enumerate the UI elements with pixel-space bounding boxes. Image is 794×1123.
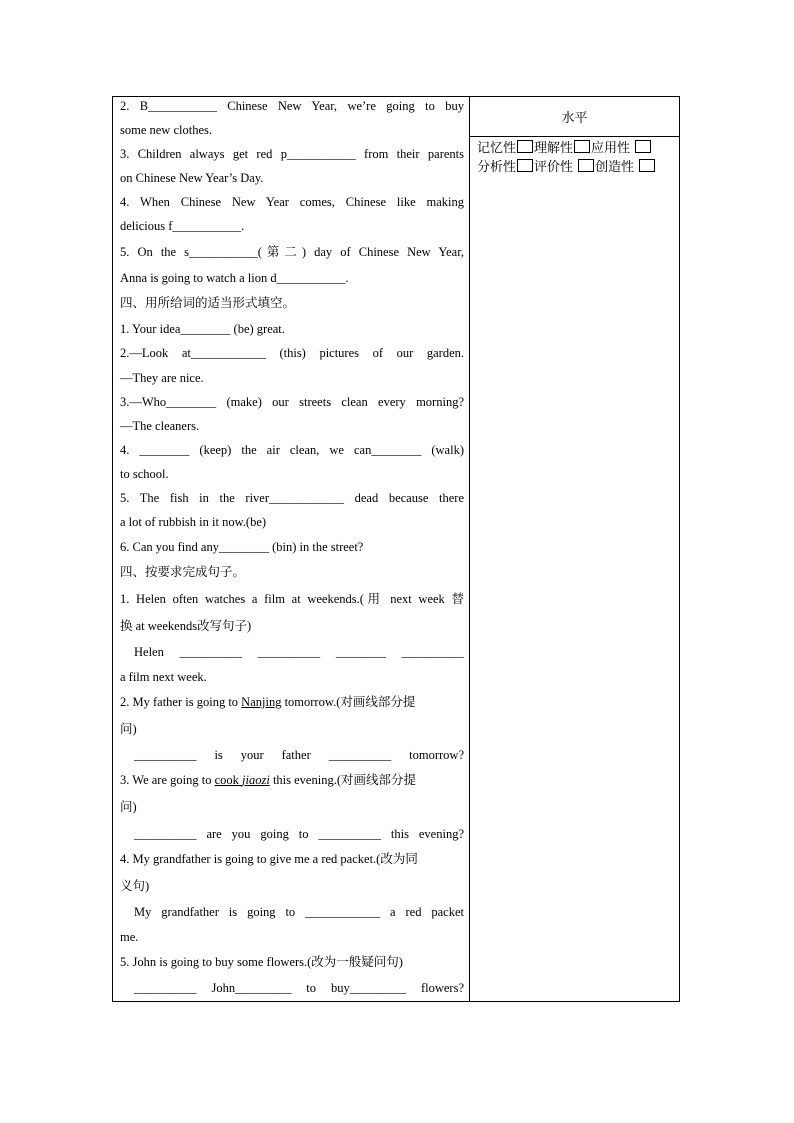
label-understanding: 理解性	[534, 141, 574, 156]
exercise-line: 6. Can you find any________ (bin) in the street?	[120, 540, 364, 554]
exercise-line: to school.	[120, 467, 169, 481]
checkbox-analysis[interactable]	[517, 159, 533, 172]
exercise-line: 5. The fish in the river____________ dead because there	[120, 491, 464, 505]
section-heading: 四、用所给词的适当形式填空。	[120, 295, 296, 310]
exercise-line: 3. Children always get red p___________ from their parents	[120, 147, 464, 161]
exercise-line: 换 at weekends改写句子)	[120, 619, 252, 633]
exercise-line: a lot of rubbish in it now.(be)	[120, 515, 267, 529]
column-divider	[469, 97, 470, 1001]
section-heading: 四、按要求完成句子。	[120, 564, 246, 579]
exercise-line: 5. John is going to buy some flowers.(改为一般疑问句)	[120, 955, 403, 969]
answer-line: My grandfather is going to ____________ a red packet	[134, 905, 464, 919]
cognitive-level-checklist	[477, 139, 677, 177]
exercise-line: —They are nice.	[120, 371, 204, 385]
exercise-line: 5. On the s___________(第二) day of Chinese New Year,	[120, 245, 464, 259]
label-evaluation: 评价性	[534, 160, 574, 175]
underlined-word: jiaozi	[242, 773, 270, 787]
checkbox-understanding[interactable]	[574, 140, 590, 153]
exercise-line: Anna is going to watch a lion d___________.	[120, 271, 349, 285]
label-creation: 创造性	[595, 160, 635, 175]
exercise-line: 义句)	[120, 879, 150, 893]
checklist-row-1	[477, 139, 677, 158]
answer-line: Helen __________ __________ ________ __________	[134, 645, 464, 659]
exercise-line: 2. B___________ Chinese New Year, we’re going to buy	[120, 99, 464, 113]
exercise-line: 3.—Who________ (make) our streets clean every morning?	[120, 395, 464, 409]
underlined-word: Nanjing	[241, 695, 282, 709]
checkbox-memory[interactable]	[517, 140, 533, 153]
exercise-line: 4. ________ (keep) the air clean, we can________ (walk)	[120, 443, 464, 457]
exercise-line: 2.—Look at____________ (this) pictures of our garden.	[120, 346, 464, 360]
exercise-line: 1. Helen often watches a film at weekends.(用 next week 替	[120, 592, 464, 606]
text-segment: 3. We are going to	[120, 773, 215, 787]
exercise-line: —The cleaners.	[120, 419, 200, 433]
answer-line: __________ are you going to __________ this evening?	[134, 827, 464, 841]
checkbox-evaluation[interactable]	[578, 159, 594, 172]
level-header: 水平	[470, 97, 679, 137]
answer-line: __________ John_________ to buy_________ flowers?	[134, 981, 464, 995]
exercise-line: on Chinese New Year’s Day.	[120, 171, 264, 185]
exercise-line: delicious f___________.	[120, 219, 245, 233]
exercise-line: me.	[120, 930, 139, 944]
text-segment: this evening.(对画线部分提	[269, 773, 416, 787]
exercise-line: 4. My grandfather is going to give me a red packet.(改为同	[120, 852, 418, 866]
text-segment: 2. My father is going to	[120, 695, 242, 709]
label-application: 应用性	[591, 141, 631, 156]
underlined-word: cook	[214, 773, 243, 787]
label-memory: 记忆性	[477, 141, 517, 156]
exercise-line	[120, 694, 464, 710]
answer-line: __________ is your father __________ tomorrow?	[134, 748, 464, 762]
label-analysis: 分析性	[477, 160, 517, 175]
exercise-line: some new clothes.	[120, 123, 212, 137]
exercise-line: 问)	[120, 800, 137, 814]
checkbox-creation[interactable]	[639, 159, 655, 172]
exercise-line: a film next week.	[120, 670, 207, 684]
exercise-line: 问)	[120, 722, 137, 736]
text-segment: tomorrow.(对画线部分提	[281, 695, 416, 709]
checklist-row-2	[477, 158, 677, 177]
exercise-line: 4. When Chinese New Year comes, Chinese like making	[120, 195, 464, 209]
exercise-line	[120, 772, 464, 788]
exercise-line: 1. Your idea________ (be) great.	[120, 322, 285, 336]
checkbox-application[interactable]	[635, 140, 651, 153]
worksheet-table	[112, 96, 680, 1002]
